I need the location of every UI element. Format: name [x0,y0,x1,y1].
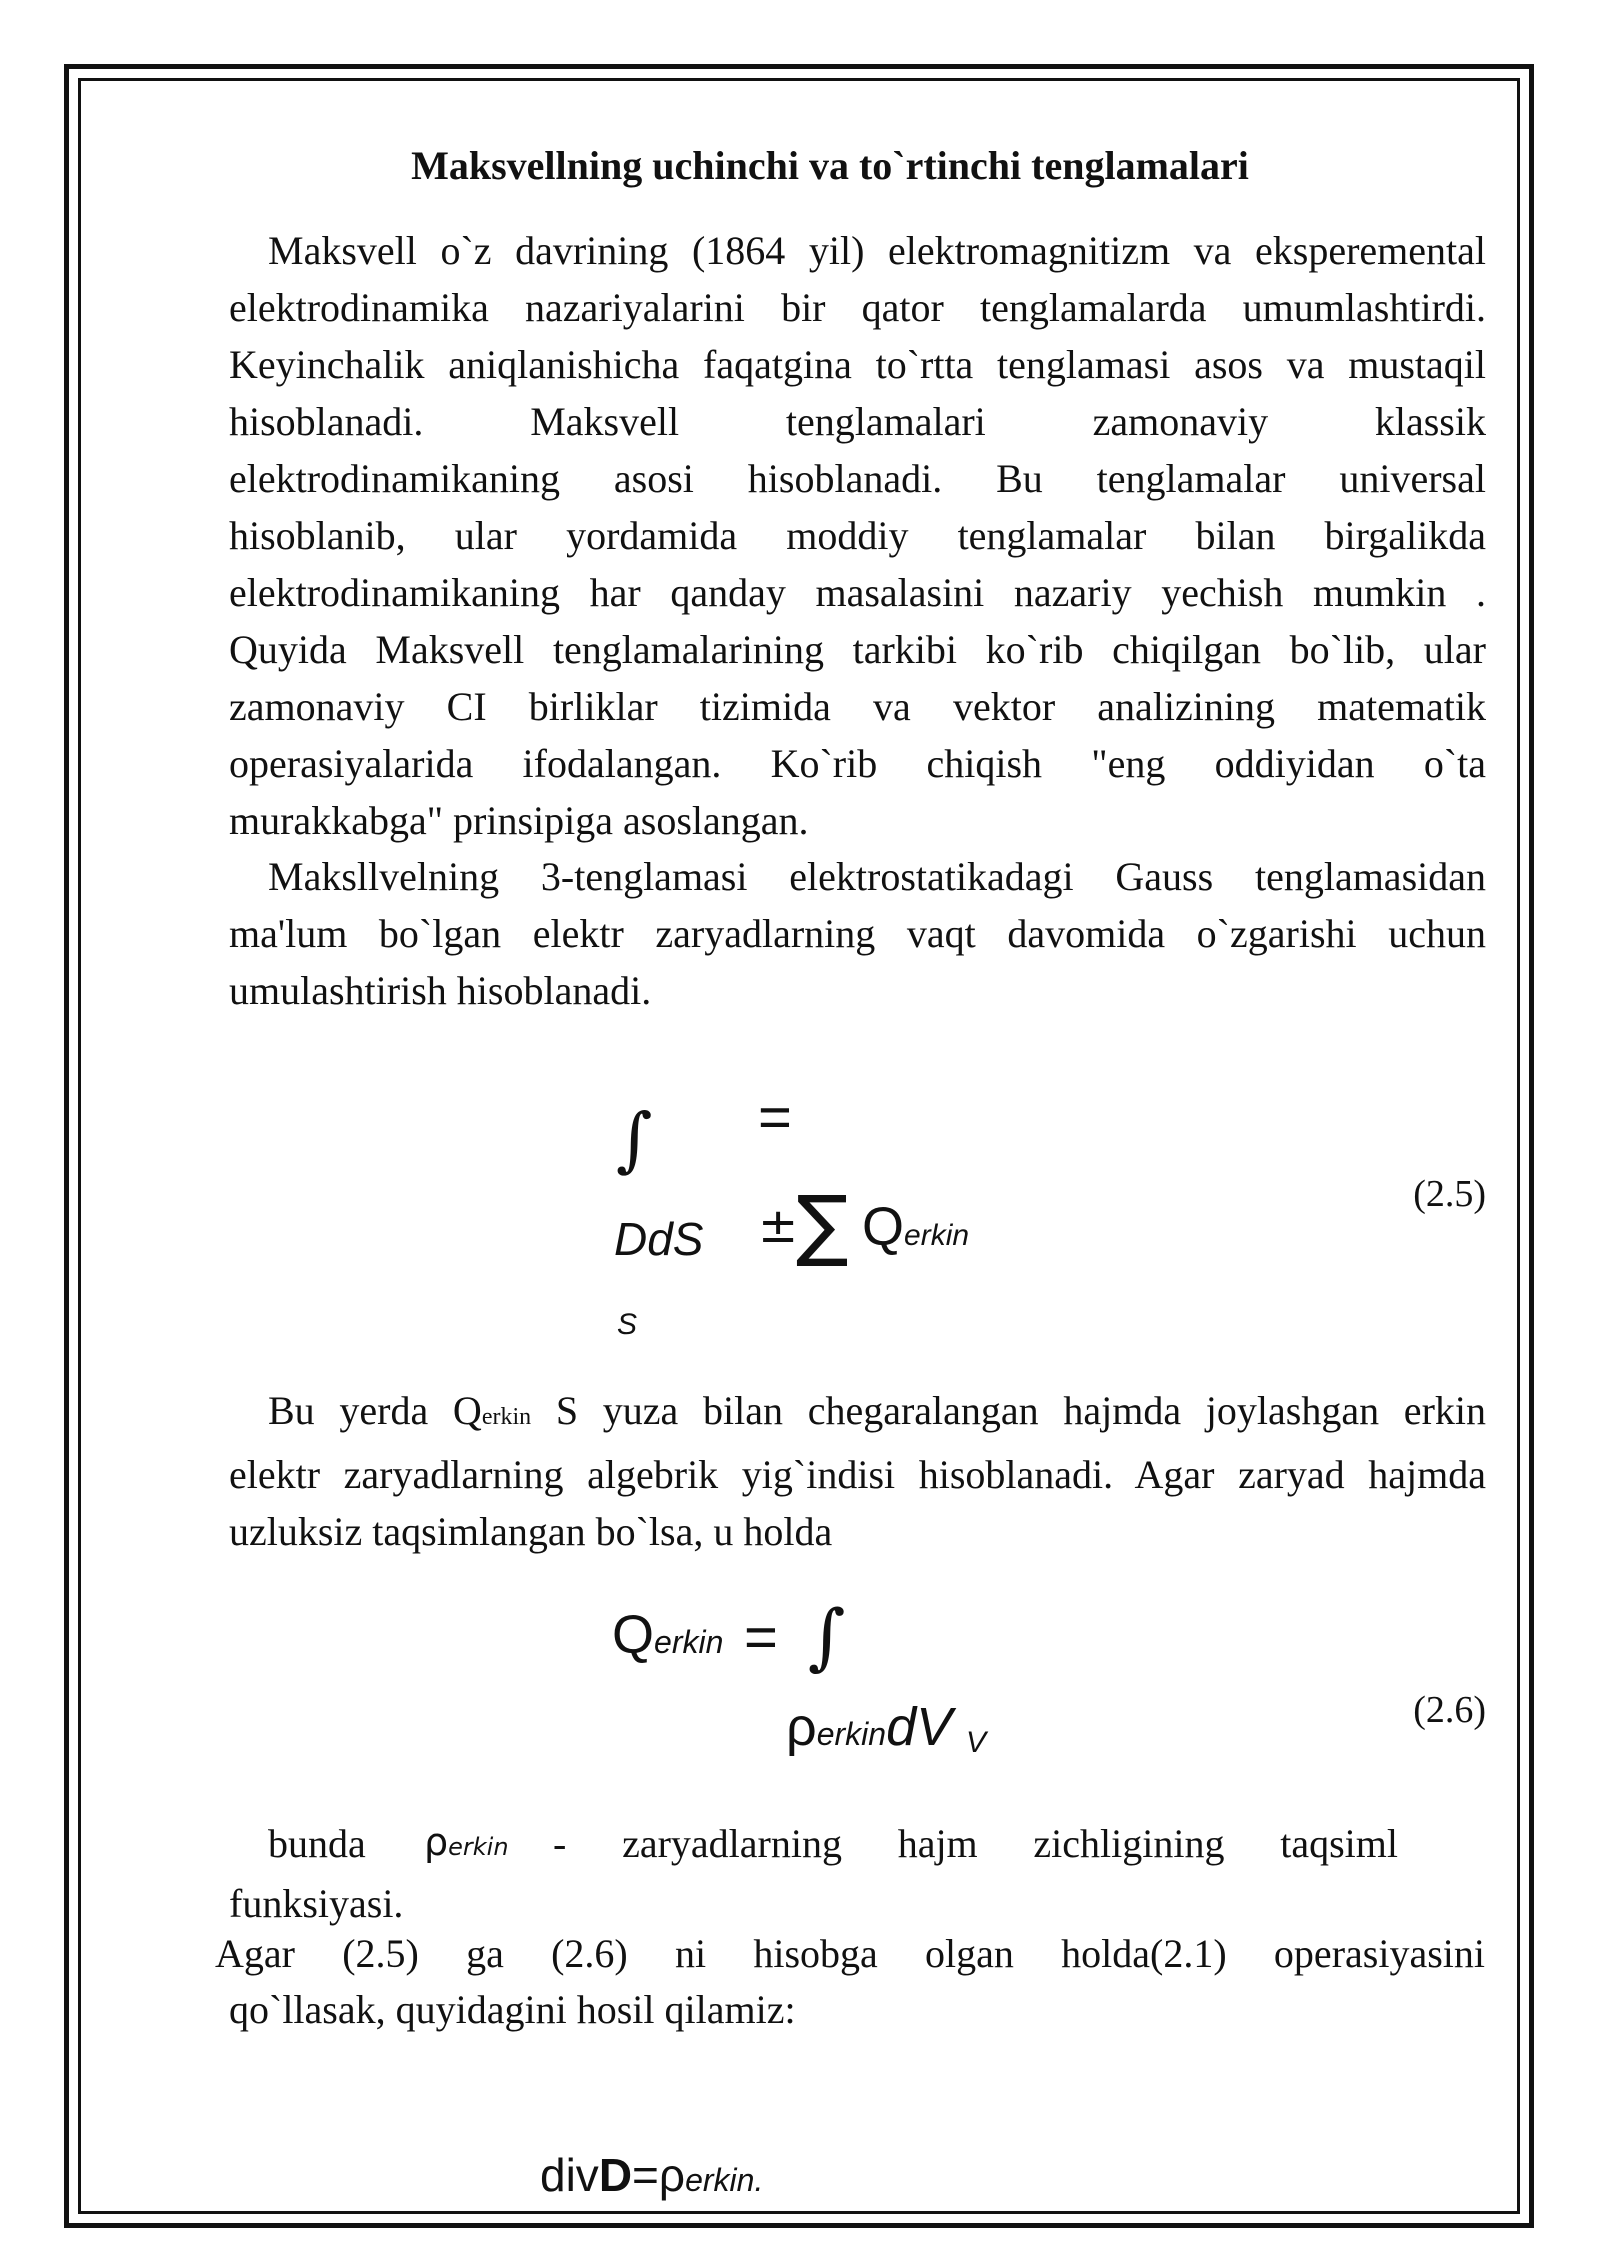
charge-symbol: Qerkin [862,1197,970,1257]
equation-div-d: divD=ρerkin. [540,2149,764,2201]
text-line: Maksllvelning 3-tenglamasi elektrostatikadagi Gauss tenglamasidan [268,854,1486,899]
text-line: murakkabga" prinsipiga asoslangan. [229,798,809,843]
text-line: umulashtirish hisoblanadi. [229,968,652,1013]
text-line: elektr zaryadlarning algebrik yig`indisi hisoblanadi. Agar zaryad hajmda [229,1452,1486,1497]
text-line: Keyinchalik aniqlanishicha faqatgina to`rtta tenglamasi asos va mustaqil [229,342,1486,387]
equals-symbol: = [744,1605,778,1670]
text-line: Maksvell o`z davrining (1864 yil) elektromagnitizm va eksperemental [268,228,1486,273]
paragraph-intro [229,222,1486,849]
text-line: Quyida Maksvell tenglamalarining tarkibi ko`rib chiqilgan bo`lib, ular [229,627,1486,672]
text-line: Bu yerda Qerkin S yuza bilan chegaralangan hajmda joylashgan erkin [268,1388,1486,1433]
text-word: bunda [268,1821,366,1866]
text-line: elektrodinamikaning har qanday masalasini nazariy yechish mumkin . [229,570,1486,615]
equation-number: (2.6) [1413,1689,1486,1731]
integral-symbol: ∫ [616,1098,653,1180]
text-line: uzluksiz taqsimlangan bo`lsa, u holda [229,1509,833,1554]
text-line: qo`llasak, quyidagini hosil qilamiz: [229,1987,796,2032]
text-line: - zaryadlarning hajm zichligining taqsiml [553,1821,1398,1866]
paragraph-free-charge [229,1382,1486,1560]
paragraph-third-equation [229,848,1486,1019]
density-symbol: ρerkin [424,1820,509,1864]
text-line: hisoblanadi. Maksvell tenglamalari zamonaviy klassik [229,399,1486,444]
equation-number: (2.5) [1413,1173,1486,1215]
text-line: Agar (2.5) ga (2.6) ni hisobga olgan holda(2.1) operasiyasini [215,1931,1485,1976]
text-line: operasiyalarida ifodalangan. Ko`rib chiqish "eng oddiyidan o`ta [229,741,1486,786]
text-line: hisoblanib, ular yordamida moddiy tenglamalar bilan birgalikda [229,513,1486,558]
density-term: ρerkindV [786,1697,953,1757]
plus-minus-symbol: ± [758,1198,799,1254]
text-line: ma'lum bo`lgan elektr zaryadlarning vaqt davomida o`zgarishi uchun [229,911,1486,956]
sum-symbol: ∑ [796,1180,849,1270]
charge-symbol: Qerkin [612,1605,724,1665]
lhs-dds: DdS [614,1213,704,1265]
document-title: Maksvellning uchinchi va to`rtinchi tenglamalari [411,143,1249,188]
volume-label: V [966,1726,987,1759]
text-line: elektrodinamikaning asosi hisoblanadi. Bu tenglamalar universal [229,456,1486,501]
text-line: zamonaviy CI birliklar tizimida va vektor analizining matematik [229,684,1486,729]
integral-symbol: ∫ [808,1594,846,1678]
text-line: elektrodinamika nazariyalarini bir qator tenglamalarda umumlashtirdi. [229,285,1486,330]
text-line: funksiyasi. [229,1881,404,1926]
surface-label: S [617,1308,638,1341]
equals-symbol: = [758,1085,792,1150]
